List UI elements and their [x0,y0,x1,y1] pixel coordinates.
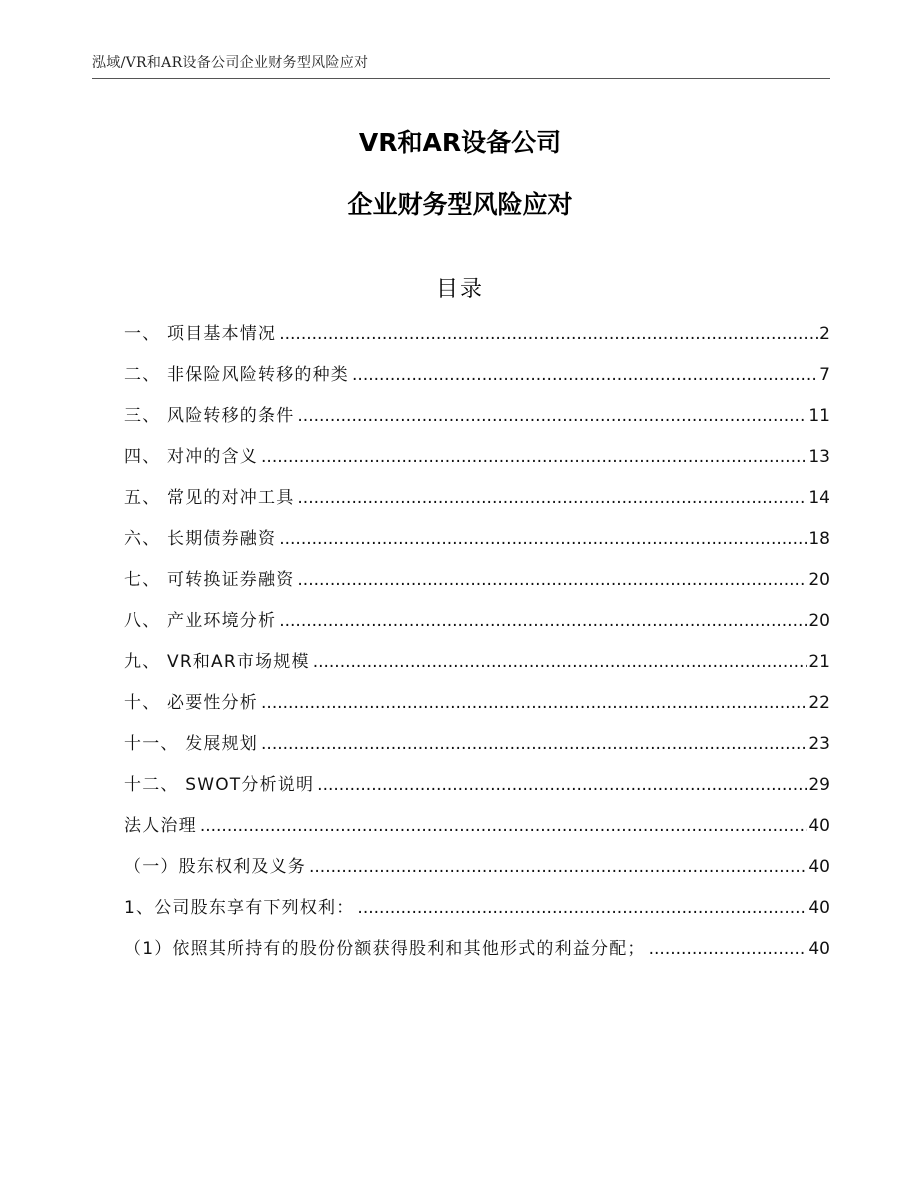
toc-entry-label: 五、 常见的对冲工具 [124,488,295,508]
toc-entry-3[interactable] [124,401,830,442]
toc-entry-label: 1、公司股东享有下列权利： [124,898,355,918]
toc-entry-12[interactable] [124,770,830,811]
toc-entry-2[interactable] [124,360,830,401]
toc-dot-leader [312,652,808,672]
document-title-line-1: VR和AR设备公司 [358,128,562,157]
toc-dot-leader [260,734,807,754]
toc-page-number: 23 [808,734,830,754]
toc-page-number: 13 [808,447,830,467]
toc-entry-16[interactable] [124,934,830,975]
toc-page-number: 21 [808,652,830,672]
toc-page-number: 2 [819,324,830,344]
toc-entry-1[interactable] [124,319,830,360]
toc-entry-4[interactable] [124,442,830,483]
toc-entry-label: （1）依照其所持有的股份份额获得股利和其他形式的利益分配； [124,939,646,959]
toc-entry-10[interactable] [124,688,830,729]
toc-page-number: 29 [808,775,830,795]
toc-entry-13[interactable] [124,811,830,852]
toc-dot-leader [316,775,807,795]
toc-page-number: 11 [808,406,830,426]
toc-entry-label: 十二、 SWOT分析说明 [124,775,315,795]
toc-entry-15[interactable] [124,893,830,934]
toc-page-number: 40 [808,816,830,836]
toc-page-number: 40 [808,857,830,877]
toc-entry-8[interactable] [124,606,830,647]
table-of-contents [124,319,830,975]
toc-entry-11[interactable] [124,729,830,770]
toc-entry-label: 八、 产业环境分析 [124,611,277,631]
toc-dot-leader [260,447,807,467]
toc-dot-leader [296,570,807,590]
toc-dot-leader [278,324,818,344]
toc-dot-leader [260,693,807,713]
toc-dot-leader [278,529,807,549]
toc-dot-leader [356,898,807,918]
document-title-line-2: 企业财务型风险应对 [347,190,573,219]
toc-dot-leader [308,857,807,877]
toc-entry-label: 十一、 发展规划 [124,734,259,754]
toc-page-number: 22 [808,693,830,713]
toc-entry-label: 十、 必要性分析 [124,693,259,713]
toc-entry-label: 二、 非保险风险转移的种类 [124,365,350,385]
toc-page-number: 20 [808,570,830,590]
toc-dot-leader [278,611,807,631]
toc-page-number: 40 [808,939,830,959]
toc-page-number: 20 [808,611,830,631]
running-header: 泓域/VR和AR设备公司企业财务型风险应对 [92,55,369,71]
toc-dot-leader [351,365,818,385]
toc-entry-14[interactable] [124,852,830,893]
toc-entry-label: 一、 项目基本情况 [124,324,277,344]
toc-page-number: 40 [808,898,830,918]
toc-page-number: 14 [808,488,830,508]
toc-entry-9[interactable] [124,647,830,688]
toc-dot-leader [296,406,807,426]
toc-entry-label: 四、 对冲的含义 [124,447,259,467]
toc-dot-leader [296,488,807,508]
toc-entry-label: 九、 VR和AR市场规模 [124,652,310,672]
toc-heading: 目录 [435,277,484,302]
toc-entry-label: 三、 风险转移的条件 [124,406,295,426]
toc-entry-5[interactable] [124,483,830,524]
toc-entry-label: 七、 可转换证券融资 [124,570,295,590]
toc-entry-7[interactable] [124,565,830,606]
toc-page-number: 18 [808,529,830,549]
toc-page-number: 7 [819,365,830,385]
toc-dot-leader [199,816,808,836]
header-divider [92,78,830,79]
toc-dot-leader [648,939,808,959]
toc-entry-label: 六、 长期债券融资 [124,529,277,549]
toc-entry-label: 法人治理 [124,816,197,836]
toc-entry-6[interactable] [124,524,830,565]
toc-entry-label: （一）股东权利及义务 [124,857,306,877]
